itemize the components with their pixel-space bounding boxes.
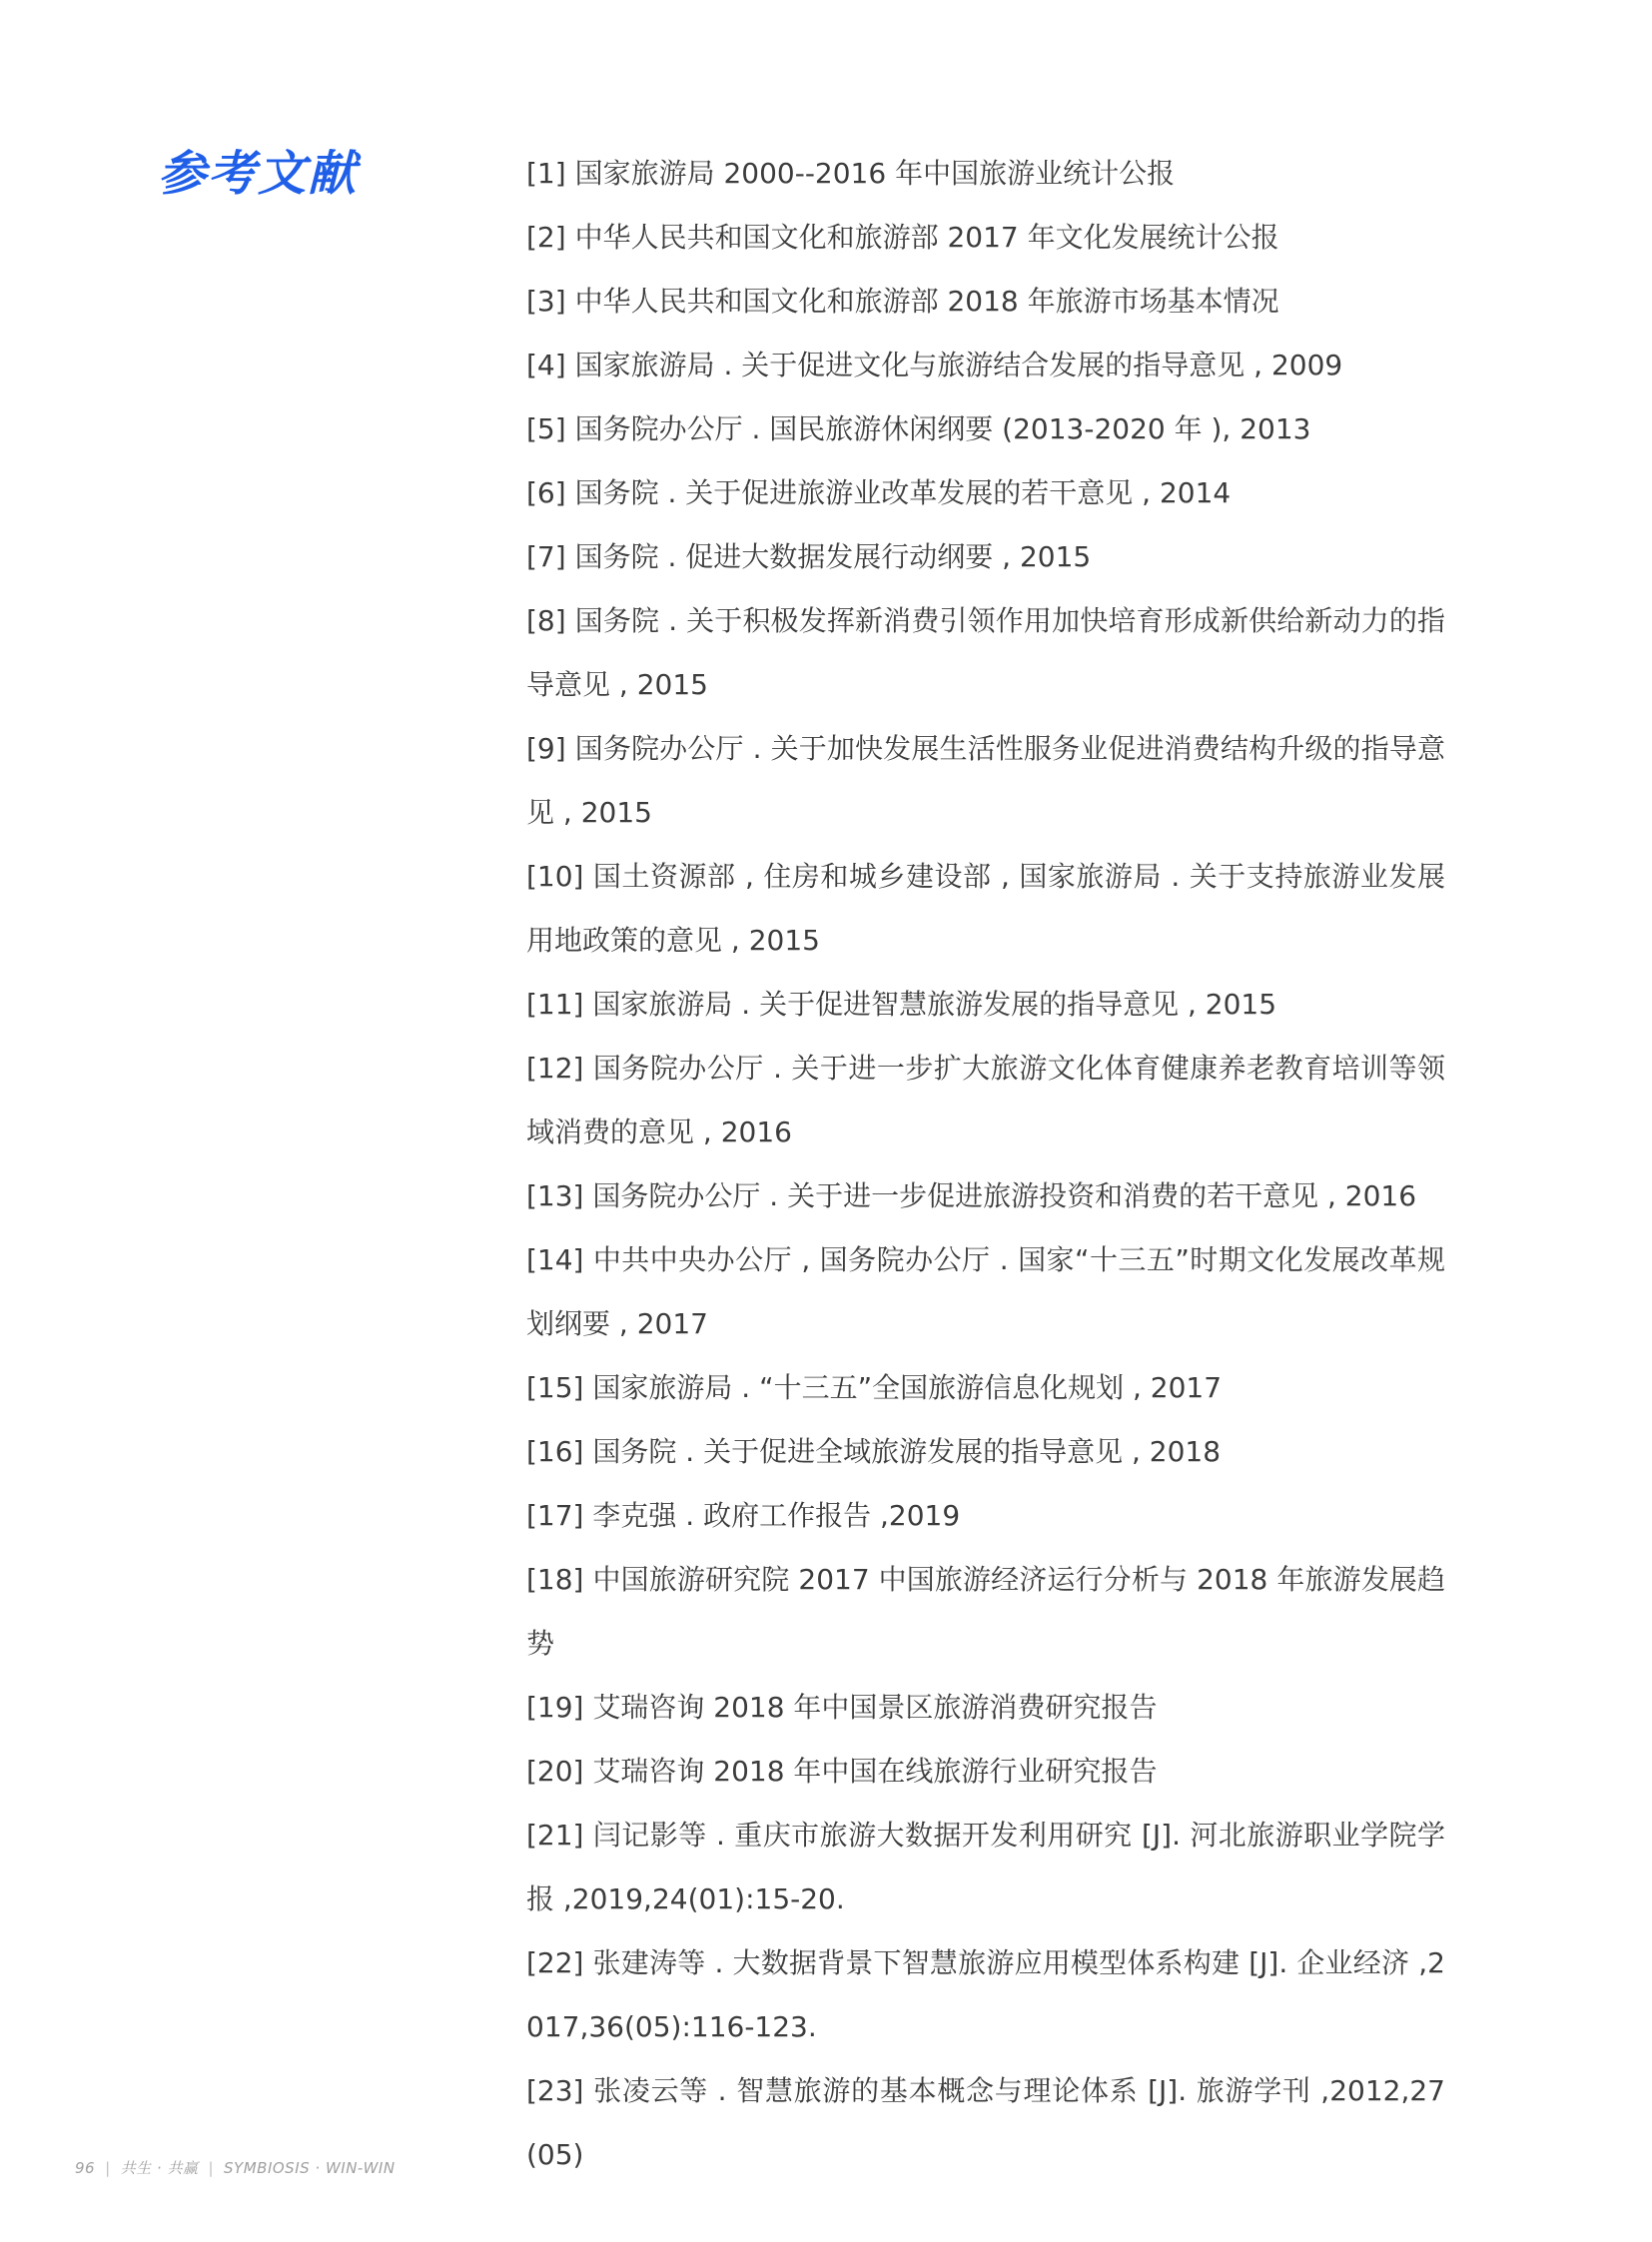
footer-chinese-title: 共生 · 共赢: [120, 2159, 199, 2177]
reference-item: [5] 国务院办公厅 . 国民旅游休闲纲要 (2013-2020 年 ), 2013: [526, 412, 1311, 445]
page-footer: [75, 2157, 396, 2178]
reference-item: [22] 张建涛等 . 大数据背景下智慧旅游应用模型体系构建 [J]. 企业经济 ,2017,36(05):116-123.: [526, 1946, 1445, 2043]
reference-item: [20] 艾瑞咨询 2018 年中国在线旅游行业研究报告: [526, 1755, 1158, 1788]
reference-item: [2] 中华人民共和国文化和旅游部 2017 年文化发展统计公报: [526, 221, 1279, 254]
reference-item: [12] 国务院办公厅 . 关于进一步扩大旅游文化体育健康养老教育培训等领域消费的意见 , 2016: [526, 1052, 1445, 1148]
reference-item: [7] 国务院 . 促进大数据发展行动纲要 , 2015: [526, 540, 1092, 573]
reference-item: [14] 中共中央办公厅 , 国务院办公厅 . 国家“十三五”时期文化发展改革规划纲要 , 2017: [526, 1243, 1445, 1340]
reference-item: [1] 国家旅游局 2000--2016 年中国旅游业统计公报: [526, 157, 1176, 190]
reference-item: [4] 国家旅游局 . 关于促进文化与旅游结合发展的指导意见 , 2009: [526, 349, 1343, 381]
reference-item: [8] 国务院 . 关于积极发挥新消费引领作用加快培育形成新供给新动力的指导意见 , 2015: [526, 604, 1445, 701]
page-number: 96: [75, 2159, 96, 2177]
reference-item: [18] 中国旅游研究院 2017 中国旅游经济运行分析与 2018 年旅游发展趋势: [526, 1563, 1445, 1660]
section-title: 参考文献: [158, 146, 359, 202]
footer-english-title: SYMBIOSIS · WIN-WIN: [224, 2159, 396, 2177]
reference-item: [17] 李克强 . 政府工作报告 ,2019: [526, 1499, 961, 1532]
reference-item: [15] 国家旅游局 . “十三五”全国旅游信息化规划 , 2017: [526, 1371, 1223, 1404]
reference-item: [13] 国务院办公厅 . 关于进一步促进旅游投资和消费的若干意见 , 2016: [526, 1179, 1417, 1212]
reference-item: [3] 中华人民共和国文化和旅游部 2018 年旅游市场基本情况: [526, 285, 1279, 318]
reference-item: [19] 艾瑞咨询 2018 年中国景区旅游消费研究报告: [526, 1691, 1158, 1724]
footer-separator: |: [208, 2159, 215, 2177]
reference-item: [23] 张凌云等 . 智慧旅游的基本概念与理论体系 [J]. 旅游学刊 ,2012,27(05): [526, 2074, 1445, 2171]
reference-list: [526, 142, 1445, 2187]
reference-item: [11] 国家旅游局 . 关于促进智慧旅游发展的指导意见 , 2015: [526, 988, 1277, 1021]
reference-item: [16] 国务院 . 关于促进全域旅游发展的指导意见 , 2018: [526, 1435, 1222, 1468]
footer-separator: |: [105, 2159, 111, 2177]
reference-item: [6] 国务院 . 关于促进旅游业改革发展的若干意见 , 2014: [526, 476, 1232, 509]
reference-item: [10] 国土资源部 , 住房和城乡建设部 , 国家旅游局 . 关于支持旅游业发展用地政策的意见 , 2015: [526, 860, 1445, 957]
reference-item: [9] 国务院办公厅 . 关于加快发展生活性服务业促进消费结构升级的指导意见 , 2015: [526, 732, 1445, 829]
reference-item: [21] 闫记影等 . 重庆市旅游大数据开发利用研究 [J]. 河北旅游职业学院学报 ,2019,24(01):15-20.: [526, 1819, 1445, 1915]
